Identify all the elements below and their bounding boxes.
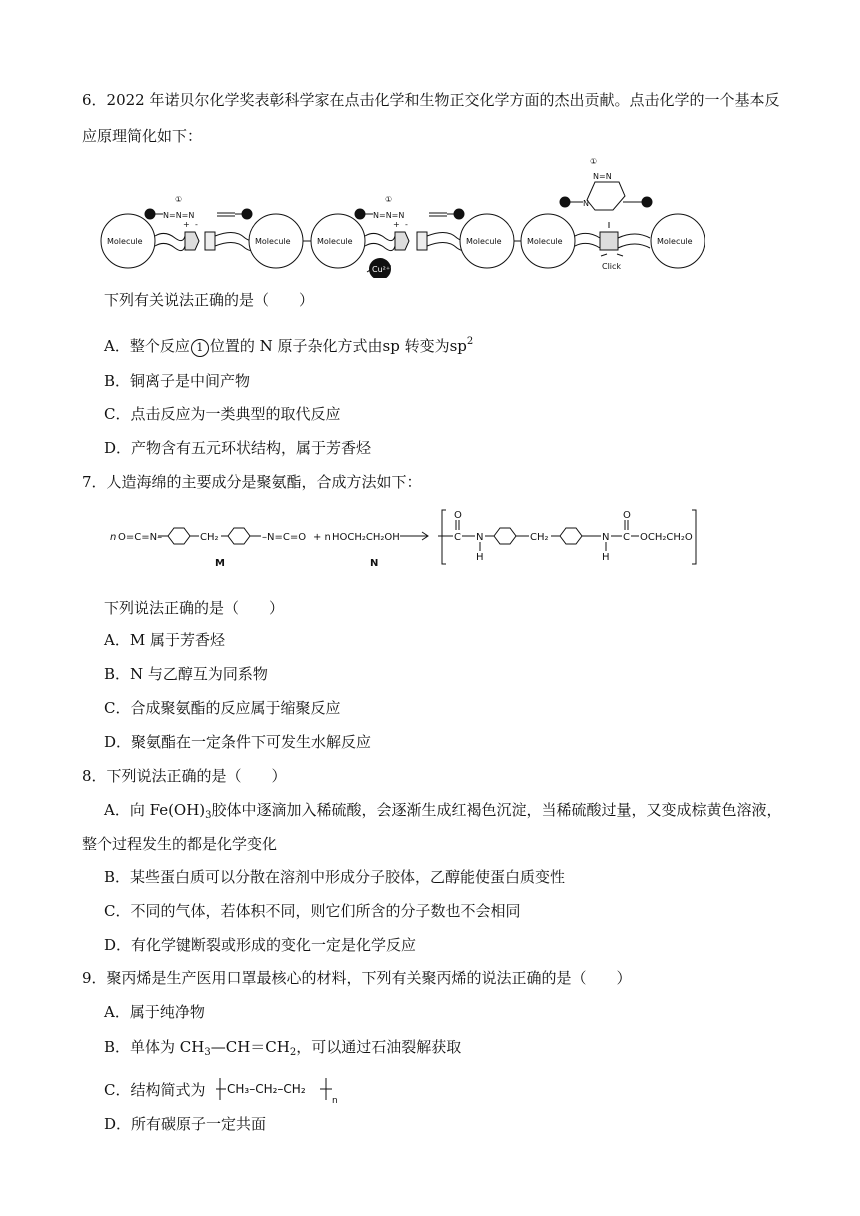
svg-text:N=N=N: N=N=N [373,211,405,220]
svg-text:CH₂: CH₂ [200,532,219,543]
svg-text:Molecule: Molecule [107,237,143,246]
svg-text:OCH₂CH₂O: OCH₂CH₂O [640,532,693,543]
q6-stem-line1: 6．2022 年诺贝尔化学奖表彰科学家在点击化学和生物正交化学方面的杰出贡献。点击化学的一个基本反 [82,91,780,109]
svg-text:n: n [332,1096,338,1104]
q7-option-c: C．合成聚氨酯的反应属于缩聚反应 [104,699,341,717]
q8-option-a: A．向 $Fe(OH)_3$胶体中逐滴加入稀硫酸，会逐渐生成红褐色沉淀，当稀硫酸过量，又变成棕黄色溶液， [104,801,782,821]
svg-text:+: + [183,220,190,229]
q8-option-c: C．不同的气体，若体积不同，则它们所含的分子数也不会相同 [104,902,521,920]
svg-text:O: O [454,510,462,521]
svg-text:-: - [405,220,408,229]
q8-stem: 8．下列说法正确的是（ ） [82,767,287,785]
polypropylene-formula [214,1074,344,1104]
svg-text:N=N: N=N [593,172,612,181]
svg-text:+: + [393,220,400,229]
q9-option-a: A．属于纯净物 [104,1003,205,1021]
q9-stem: 9．聚丙烯是生产医用口罩最核心的材料，下列有关聚丙烯的说法正确的是（ ） [82,969,632,987]
svg-text:-: - [195,220,198,229]
svg-text:N: N [602,532,610,543]
q6-option-b: B．铜离子是中间产物 [104,372,251,390]
svg-text:Cu²⁺: Cu²⁺ [372,265,391,274]
svg-text:n: n [110,532,117,543]
svg-text:H: H [476,552,484,563]
svg-text:N: N [370,558,379,569]
q7-option-d: D．聚氨酯在一定条件下可发生水解反应 [104,733,372,751]
svg-text:+ n: + n [313,532,331,543]
svg-text:CH₂: CH₂ [530,532,549,543]
svg-text:①: ① [175,195,183,204]
q6-option-d: D．产物含有五元环状结构，属于芳香烃 [104,439,372,457]
svg-text:M: M [215,558,225,569]
svg-text:Molecule: Molecule [317,237,353,246]
q8-option-a-continued: 整个过程发生的都是化学变化 [82,835,278,853]
q6-stem-line2: 应原理简化如下： [82,127,203,145]
svg-text:CH₃–CH₂–CH₂: CH₃–CH₂–CH₂ [227,1082,306,1096]
q6-prompt: 下列有关说法正确的是（ ） [104,291,315,309]
svg-text:O=C=N–: O=C=N– [118,532,163,543]
svg-text:Molecule: Molecule [466,237,502,246]
q7-prompt: 下列说法正确的是（ ） [104,599,285,617]
svg-text:C: C [454,532,461,543]
svg-text:N=N=N: N=N=N [163,211,195,220]
svg-text:N: N [583,199,589,208]
q8-option-d: D．有化学键断裂或形成的变化一定是化学反应 [104,936,417,954]
svg-text:Molecule: Molecule [255,237,291,246]
q6-option-c: C．点击反应为一类典型的取代反应 [104,405,341,423]
svg-text:H: H [602,552,610,563]
q7-option-b: B．N 与乙醇互为同系物 [104,665,268,683]
q7-option-a: A．M 属于芳香烃 [104,631,225,649]
q6-option-a: A．整个反应 1 位置的 N 原子杂化方式由sp 转变为$sp^2$ [104,336,474,355]
q8-option-b: B．某些蛋白质可以分散在溶剂中形成分子胶体，乙醇能使蛋白质变性 [104,868,566,886]
svg-text:HOCH₂CH₂OH: HOCH₂CH₂OH [332,532,400,543]
svg-text:C: C [623,532,630,543]
q9-option-c: C．结构简式为 CH₃–CH₂–CH₂ n [104,1074,344,1104]
q7-stem: 7．人造海绵的主要成分是聚氨酯，合成方法如下： [82,473,422,491]
polyurethane-synthesis-equation [110,508,705,570]
svg-text:N: N [476,532,484,543]
svg-text:–N=C=O: –N=C=O [262,532,307,543]
svg-text:Molecule: Molecule [657,237,693,246]
q9-option-d: D．所有碳原子一定共面 [104,1115,267,1133]
click-chemistry-diagram [95,152,705,278]
svg-text:Molecule: Molecule [527,237,563,246]
svg-text:①: ① [385,195,393,204]
q9-option-b: B．单体为 $CH_3—CH=CH_2$，可以通过石油裂解获取 [104,1038,462,1058]
svg-text:O: O [623,510,631,521]
svg-text:①: ① [590,157,598,166]
svg-text:Click: Click [602,262,622,271]
